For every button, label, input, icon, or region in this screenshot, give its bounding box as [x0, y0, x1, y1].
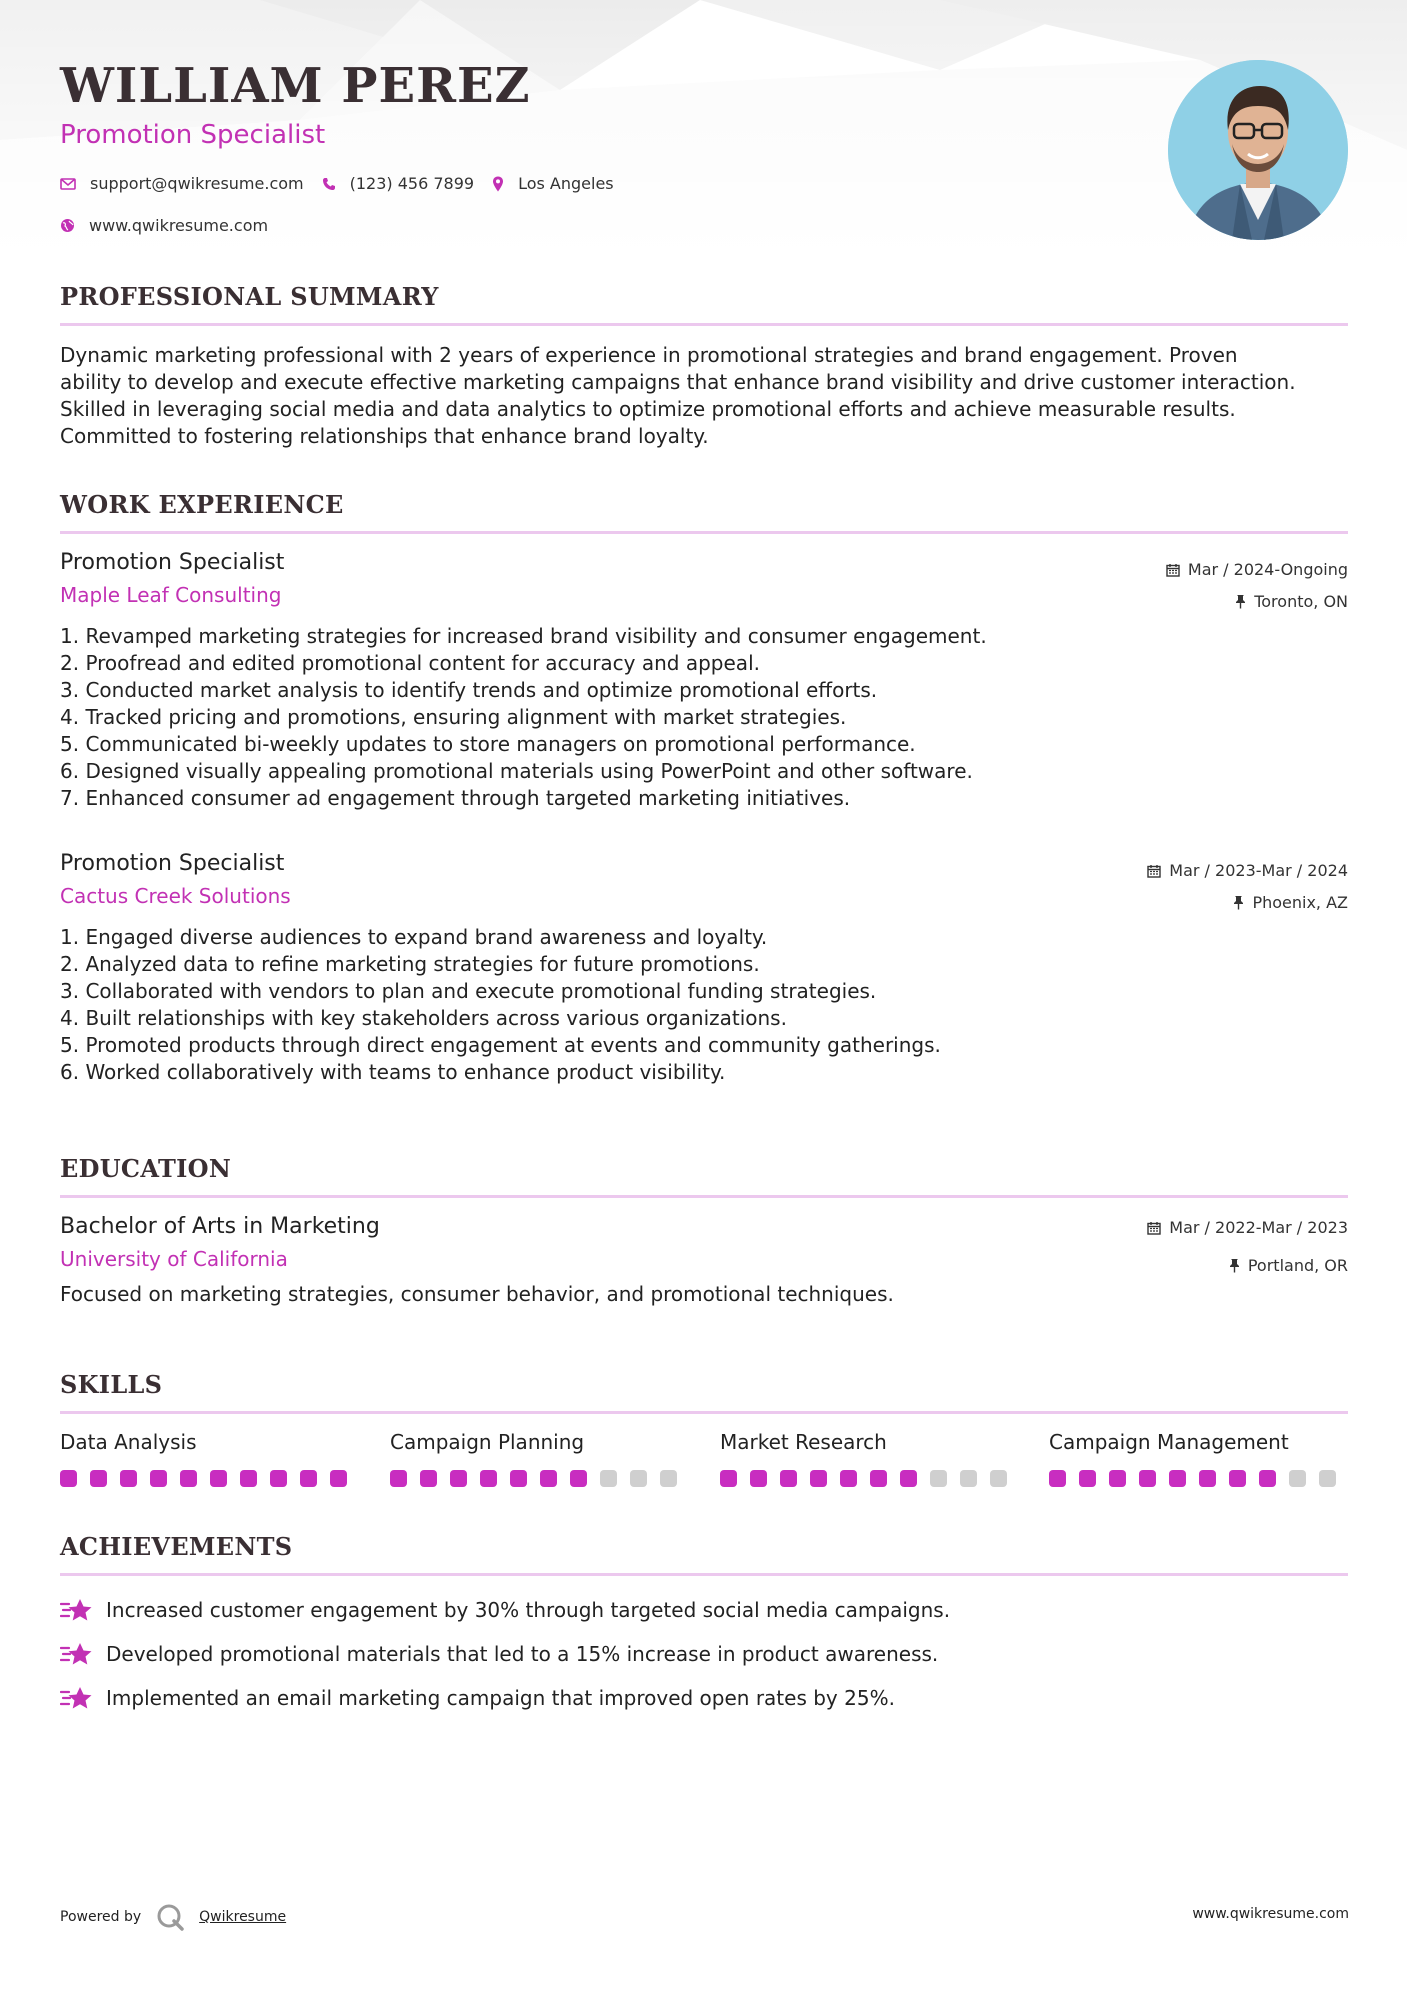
summary-line: ability to develop and execute effective marketing campaigns that enhance brand visibility and drive customer interaction.	[60, 370, 1296, 394]
skill-dot-filled	[180, 1470, 197, 1487]
education-entry	[60, 1214, 1348, 1308]
skill-dot-filled	[570, 1470, 587, 1487]
profile-photo	[1168, 60, 1348, 240]
job-bullet: 4. Built relationships with key stakeholders across various organizations.	[60, 1006, 787, 1030]
skill-dot-filled	[480, 1470, 497, 1487]
skill-rating	[720, 1470, 1020, 1487]
experience-section	[60, 490, 1348, 534]
job-entry	[60, 550, 1348, 812]
phone-text: (123) 456 7899	[349, 174, 475, 193]
skill-dot-filled	[1139, 1470, 1156, 1487]
skill-dot-filled	[1109, 1470, 1126, 1487]
location-text: Los Angeles	[518, 174, 614, 193]
contact-row	[60, 174, 614, 193]
skill-dot-filled	[1049, 1470, 1066, 1487]
calendar-icon	[1166, 563, 1180, 577]
skill-dot-empty	[990, 1470, 1007, 1487]
star-icon	[60, 1597, 94, 1623]
skill-dot-filled	[510, 1470, 527, 1487]
skill-dot-filled	[420, 1470, 437, 1487]
experience-heading: WORK EXPERIENCE	[60, 490, 344, 519]
achievement-item	[60, 1632, 1348, 1676]
summary-text	[60, 342, 1348, 450]
map-pin-icon	[492, 176, 504, 192]
phone-contact[interactable]	[322, 174, 474, 193]
company-name: Cactus Creek Solutions	[60, 884, 291, 908]
skill-dot-filled	[450, 1470, 467, 1487]
star-icon	[60, 1641, 94, 1667]
achievement-text: Increased customer engagement by 30% through targeted social media campaigns.	[106, 1598, 951, 1622]
summary-line: Committed to fostering relationships that enhance brand loyalty.	[60, 424, 709, 448]
section-divider	[60, 323, 1348, 326]
website-text: www.qwikresume.com	[89, 216, 269, 235]
skill-dot-filled	[720, 1470, 737, 1487]
education-location	[1229, 1256, 1348, 1275]
skill-name: Campaign Planning	[390, 1430, 585, 1454]
phone-icon	[322, 177, 336, 191]
skill-dot-filled	[900, 1470, 917, 1487]
job-bullet: 1. Engaged diverse audiences to expand brand awareness and loyalty.	[60, 925, 768, 949]
job-bullet: 3. Collaborated with vendors to plan and execute promotional funding strategies.	[60, 979, 877, 1003]
calendar-icon	[1147, 864, 1161, 878]
skill-dot-empty	[660, 1470, 677, 1487]
pushpin-icon	[1235, 594, 1246, 609]
job-dates-text: Mar / 2024-Ongoing	[1187, 560, 1348, 579]
skill-rating	[1049, 1470, 1349, 1487]
skill-item	[720, 1430, 1020, 1487]
job-bullets	[60, 623, 1348, 812]
skill-dot-filled	[1079, 1470, 1096, 1487]
skill-item	[60, 1430, 360, 1487]
skill-dot-filled	[840, 1470, 857, 1487]
job-bullet: 1. Revamped marketing strategies for increased brand visibility and consumer engagement.	[60, 624, 987, 648]
education-heading: EDUCATION	[60, 1154, 232, 1183]
job-title: Promotion Specialist	[60, 550, 285, 575]
section-divider	[60, 1195, 1348, 1198]
star-icon	[60, 1685, 94, 1711]
education-dates	[1147, 1218, 1348, 1237]
job-bullet: 2. Proofread and edited promotional content for accuracy and appeal.	[60, 651, 760, 675]
achievement-item	[60, 1676, 1348, 1720]
education-location-text: Portland, OR	[1247, 1256, 1348, 1275]
skill-dot-filled	[810, 1470, 827, 1487]
job-dates	[1147, 861, 1348, 880]
skill-rating	[60, 1470, 360, 1487]
summary-section	[60, 282, 1348, 450]
achievement-text: Developed promotional materials that led to a 15% increase in product awareness.	[106, 1642, 939, 1666]
achievements-list	[60, 1588, 1348, 1720]
job-bullet: 7. Enhanced consumer ad engagement through targeted marketing initiatives.	[60, 786, 851, 810]
skill-dot-filled	[870, 1470, 887, 1487]
skill-name: Market Research	[720, 1430, 887, 1454]
skill-dot-filled	[120, 1470, 137, 1487]
job-bullet: 3. Conducted market analysis to identify trends and optimize promotional efforts.	[60, 678, 878, 702]
candidate-name: WILLIAM PEREZ	[60, 58, 531, 114]
envelope-icon	[60, 178, 76, 190]
skill-dot-empty	[600, 1470, 617, 1487]
achievement-text: Implemented an email marketing campaign that improved open rates by 25%.	[106, 1686, 895, 1710]
skill-name: Data Analysis	[60, 1430, 197, 1454]
achievements-heading: ACHIEVEMENTS	[60, 1532, 293, 1561]
footer-powered-by	[60, 1902, 286, 1932]
achievements-section	[60, 1532, 1348, 1720]
brand-link[interactable]: Qwikresume	[199, 1909, 287, 1925]
job-bullet: 5. Communicated bi-weekly updates to store managers on promotional performance.	[60, 732, 916, 756]
education-section	[60, 1154, 1348, 1198]
skill-dot-filled	[1169, 1470, 1186, 1487]
skill-dot-filled	[1259, 1470, 1276, 1487]
skill-dot-filled	[210, 1470, 227, 1487]
skill-dot-filled	[1199, 1470, 1216, 1487]
email-contact[interactable]	[60, 174, 304, 193]
skill-dot-filled	[270, 1470, 287, 1487]
job-entry	[60, 851, 1348, 1086]
skill-dot-filled	[1229, 1470, 1246, 1487]
location-contact	[492, 174, 614, 193]
skill-name: Campaign Management	[1049, 1430, 1289, 1454]
skills-section	[60, 1370, 1348, 1414]
job-bullets	[60, 924, 1348, 1086]
company-name: Maple Leaf Consulting	[60, 583, 282, 607]
candidate-title: Promotion Specialist	[60, 120, 326, 150]
skills-grid	[60, 1430, 1348, 1490]
education-description: Focused on marketing strategies, consumer behavior, and promotional techniques.	[60, 1282, 894, 1306]
skill-dot-filled	[540, 1470, 557, 1487]
skill-dot-empty	[1319, 1470, 1336, 1487]
summary-line: Skilled in leveraging social media and data analytics to optimize promotional efforts and achieve measurable results.	[60, 397, 1236, 421]
qwikresume-logo-icon	[155, 1902, 185, 1932]
job-bullet: 6. Worked collaboratively with teams to enhance product visibility.	[60, 1060, 726, 1084]
globe-icon	[60, 218, 75, 233]
skill-dot-filled	[150, 1470, 167, 1487]
skill-dot-filled	[750, 1470, 767, 1487]
job-dates	[1166, 560, 1348, 579]
skill-dot-filled	[240, 1470, 257, 1487]
skill-rating	[390, 1470, 690, 1487]
degree-name: Bachelor of Arts in Marketing	[60, 1214, 380, 1239]
pushpin-icon	[1229, 1258, 1240, 1273]
summary-line: Dynamic marketing professional with 2 years of experience in promotional strategies and brand engagement. Proven	[60, 343, 1238, 367]
skill-dot-empty	[960, 1470, 977, 1487]
job-bullet: 4. Tracked pricing and promotions, ensuring alignment with market strategies.	[60, 705, 847, 729]
skill-dot-empty	[1289, 1470, 1306, 1487]
website-contact[interactable]	[60, 216, 268, 235]
education-dates-text: Mar / 2022-Mar / 2023	[1169, 1218, 1348, 1237]
email-text: support@qwikresume.com	[90, 174, 304, 193]
skill-dot-filled	[90, 1470, 107, 1487]
skill-dot-filled	[300, 1470, 317, 1487]
skill-dot-filled	[60, 1470, 77, 1487]
section-divider	[60, 531, 1348, 534]
pushpin-icon	[1233, 895, 1244, 910]
achievement-item	[60, 1588, 1348, 1632]
calendar-icon	[1147, 1221, 1161, 1235]
section-divider	[60, 1411, 1348, 1414]
skill-dot-filled	[330, 1470, 347, 1487]
job-location	[1233, 893, 1348, 912]
job-location-text: Phoenix, AZ	[1252, 893, 1348, 912]
skill-dot-filled	[780, 1470, 797, 1487]
skills-heading: SKILLS	[60, 1370, 163, 1399]
skill-dot-empty	[930, 1470, 947, 1487]
job-location	[1235, 592, 1348, 611]
job-bullet: 5. Promoted products through direct engagement at events and community gatherings.	[60, 1033, 941, 1057]
job-dates-text: Mar / 2023-Mar / 2024	[1169, 861, 1348, 880]
section-divider	[60, 1573, 1348, 1576]
school-name: University of California	[60, 1247, 288, 1271]
skill-item	[390, 1430, 690, 1487]
skill-item	[1049, 1430, 1349, 1487]
job-bullet: 2. Analyzed data to refine marketing strategies for future promotions.	[60, 952, 760, 976]
footer-website-link[interactable]: www.qwikresume.com	[1192, 1906, 1349, 1922]
job-title: Promotion Specialist	[60, 851, 285, 876]
skill-dot-filled	[390, 1470, 407, 1487]
job-location-text: Toronto, ON	[1254, 592, 1348, 611]
summary-heading: PROFESSIONAL SUMMARY	[60, 282, 439, 311]
skill-dot-empty	[630, 1470, 647, 1487]
powered-by-label: Powered by	[60, 1909, 142, 1925]
job-bullet: 6. Designed visually appealing promotional materials using PowerPoint and other software.	[60, 759, 973, 783]
